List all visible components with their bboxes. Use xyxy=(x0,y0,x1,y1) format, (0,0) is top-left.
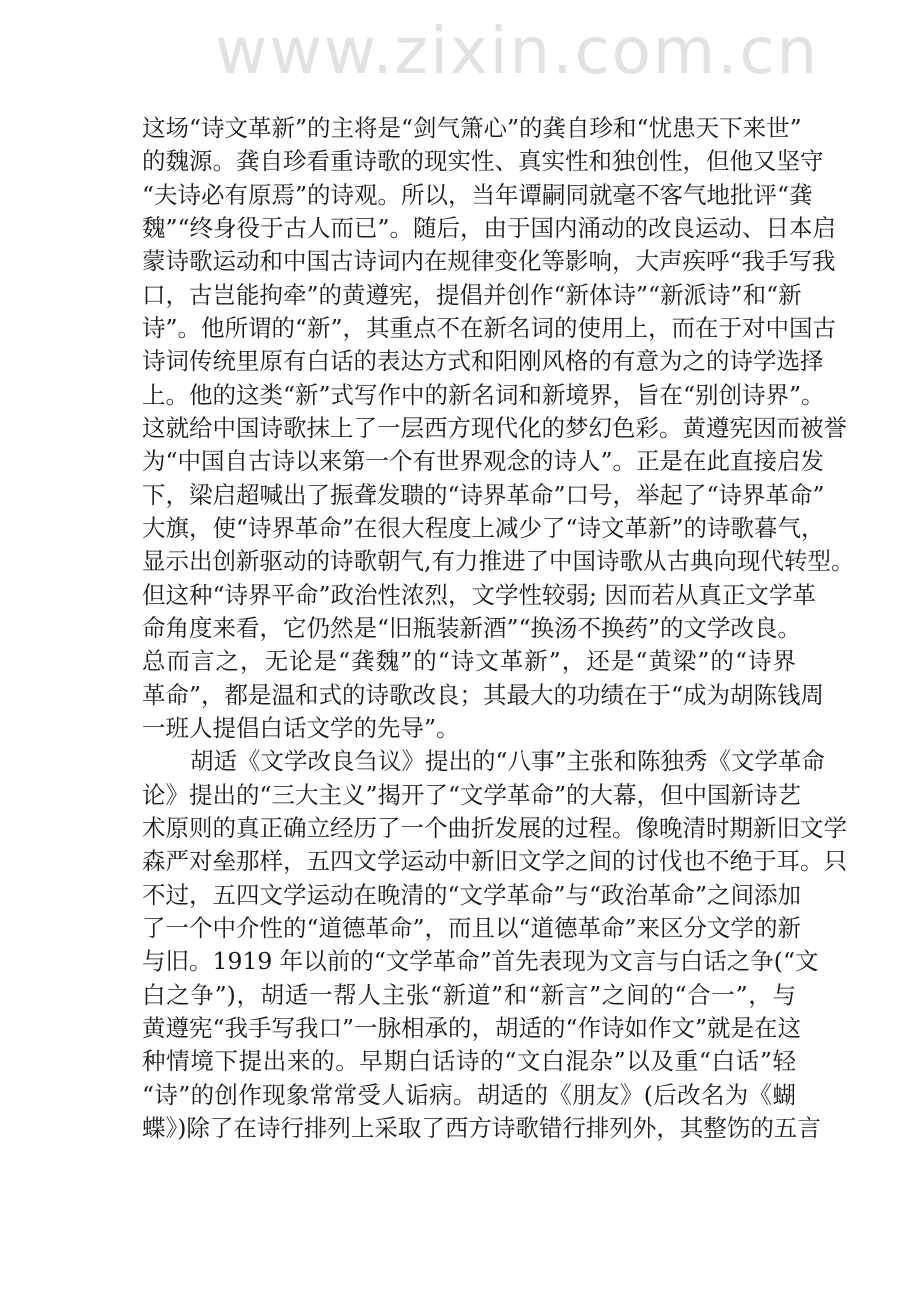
text-line: 诗”。他所谓的“新”，其重点不在新名词的使用上，而在于对中国古 xyxy=(142,313,837,342)
text-line: 诗词传统里原有白话的表达方式和阳刚风格的有意为之的诗学选择 xyxy=(142,347,824,376)
text-line: 为“中国自古诗以来第一个有世界观念的诗人”。正是在此直接启发 xyxy=(142,447,825,476)
text-line: 革命”，都是温和式的诗歌改良；其最大的功绩在于“成为胡陈钱周 xyxy=(142,680,825,709)
text-line: 但这种“诗界平命”政治性浓烈，文学性较弱; 因而若从真正文学革 xyxy=(142,580,816,609)
text-line: 蒙诗歌运动和中国古诗词内在规律变化等影响，大声疾呼“我手写我 xyxy=(142,247,836,276)
text-line: 术原则的真正确立经历了一个曲折发展的过程。像晚清时期新旧文学 xyxy=(142,813,847,842)
text-line: 显示出创新驱动的诗歌朝气,有力推进了中国诗歌从古典向现代转型。 xyxy=(142,547,855,576)
text-line: 黄遵宪“我手写我口”一脉相承的，胡适的“作诗如作文”就是在这 xyxy=(142,1013,802,1042)
text-line: 蝶》)除了在诗行排列上采取了西方诗歌错行排列外，其整饬的五言 xyxy=(142,1113,821,1142)
text-line: 大旗，使“诗界革命”在很大程度上减少了“诗文革新”的诗歌暮气， xyxy=(142,513,825,542)
text-line: 与旧。1919 年以前的“文学革命”首先表现为文言与白话之争(“文 xyxy=(142,947,819,976)
text-line: 这场“诗文革新”的主将是“剑气箫心”的龚自珍和“忧患天下来世” xyxy=(142,114,802,142)
text-line: 下，梁启超喊出了振聋发聩的“诗界革命”口号，举起了“诗界革命” xyxy=(142,480,825,509)
text-line: 上。他的这类“新”式写作中的新名词和新境界，旨在“别创诗界”。 xyxy=(142,380,825,409)
text-line: 的魏源。龚自珍看重诗歌的现实性、真实性和独创性，但他又坚守 xyxy=(142,147,824,176)
text-line: 总而言之，无论是“龚魏”的“诗文革新”，还是“黄梁”的“诗界 xyxy=(142,647,796,676)
text-line: 命角度来看，它仍然是“旧瓶装新酒”“换汤不换药”的文学改良。 xyxy=(142,613,802,642)
text-line: “诗”的创作现象常常受人诟病。胡适的《朋友》(后改名为《蝴 xyxy=(142,1080,796,1109)
text-line: 一班人提倡白话文学的先导”。 xyxy=(142,713,460,742)
text-line: 白之争”)，胡适一帮人主张“新道”和“新言”之间的“合一”，与 xyxy=(142,980,796,1009)
text-line: 这就给中国诗歌抹上了一层西方现代化的梦幻色彩。黄遵宪因而被誉 xyxy=(142,413,847,442)
text-line: 魏”“终身役于古人而已”。随后，由于国内涌动的改良运动、日本启 xyxy=(142,213,837,242)
text-line: “夫诗必有原焉”的诗观。所以，当年谭嗣同就毫不客气地批评“龚 xyxy=(142,180,813,209)
text-line: 了一个中介性的“道德革命”，而且以“道德革命”来区分文学的新 xyxy=(142,913,802,942)
text-line: 胡适《文学改良刍议》提出的“八事”主张和陈独秀《文学革命 xyxy=(190,747,826,776)
text-line: 论》提出的“三大主义”揭开了“文学革命”的大幕，但中国新诗艺 xyxy=(142,780,802,809)
watermark: www.zixin.com.cn xyxy=(215,15,820,89)
text-line: 种情境下提出来的。早期白话诗的“文白混杂”以及重“白话”轻 xyxy=(142,1047,796,1076)
text-line: 森严对垒那样，五四文学运动中新旧文学之间的讨伐也不绝于耳。只 xyxy=(142,847,847,876)
text-line: 口，古岂能拘牵”的黄遵宪，提倡并创作“新体诗”“新派诗”和“新 xyxy=(142,280,802,309)
text-line: 不过，五四文学运动在晚清的“文学革命”与“政治革命”之间添加 xyxy=(142,880,802,909)
